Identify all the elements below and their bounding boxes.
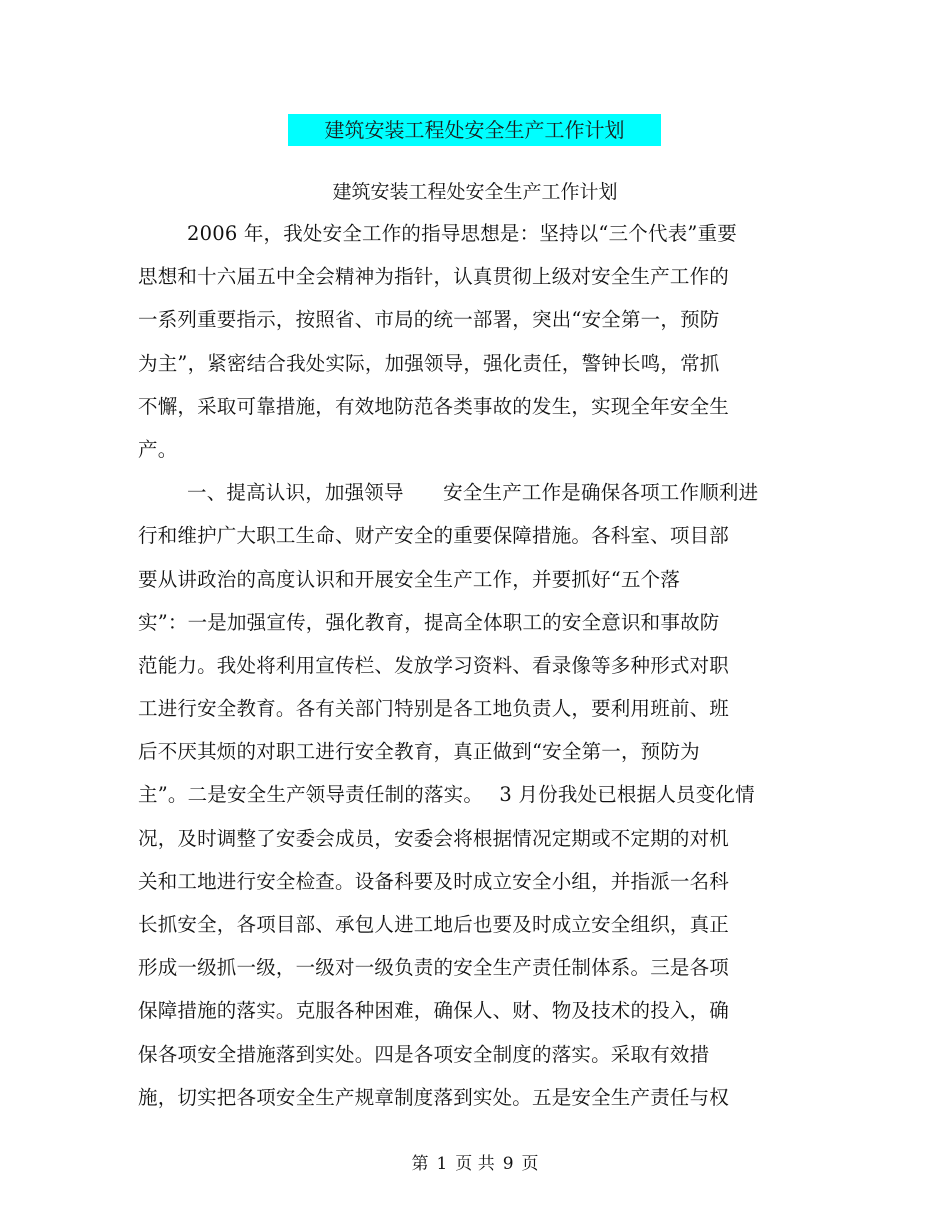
body-line: 不懈，采取可靠措施，有效地防范各类事故的发生，实现全年安全生 bbox=[138, 394, 730, 418]
body-line: 施，切实把各项安全生产规章制度落到实处。五是安全生产责任与权 bbox=[138, 1085, 730, 1109]
body-line: 2006 年，我处安全工作的指导思想是：坚持以“三个代表”重要 bbox=[187, 222, 737, 245]
body-line: 工进行安全教育。各有关部门特别是各工地负责人，要利用班前、班 bbox=[138, 697, 730, 721]
body-line: 主”。二是安全生产领导责任制的落实。 3 月份我处已根据人员变化情 bbox=[138, 783, 755, 807]
body-line: 长抓安全，各项目部、承包人进工地后也要及时成立安全组织，真正 bbox=[138, 913, 730, 936]
body-line: 一系列重要指示，按照省、市局的统一部署，突出“安全第一，预防 bbox=[138, 308, 720, 332]
body-line: 形成一级抓一级，一级对一级负责的安全生产责任制体系。三是各项 bbox=[138, 956, 730, 980]
body-line: 况，及时调整了安委会成员，安委会将根据情况定期或不定期的对机 bbox=[138, 826, 730, 850]
body-line: 要从讲政治的高度认识和开展安全生产工作，并要抓好“五个落 bbox=[138, 567, 681, 591]
total-pages: 9 bbox=[502, 1154, 514, 1174]
document-header-title: 建筑安装工程处安全生产工作计划 bbox=[288, 114, 661, 146]
page-footer bbox=[0, 1150, 950, 1178]
body-line: 产。 bbox=[138, 437, 178, 461]
body-line: 关和工地进行安全检查。设备科要及时成立安全小组，并指派一名科 bbox=[138, 869, 730, 893]
body-line: 行和维护广大职工生命、财产安全的重要保障措施。各科室、项目部 bbox=[138, 524, 730, 548]
body-line: 保各项安全措施落到实处。四是各项安全制度的落实。采取有效措 bbox=[138, 1042, 710, 1066]
page-label-prefix: 第 bbox=[411, 1154, 429, 1174]
body-line: 范能力。我处将利用宣传栏、发放学习资料、看录像等多种形式对职 bbox=[138, 653, 730, 677]
body-line: 后不厌其烦的对职工进行安全教育，真正做到“安全第一，预防为 bbox=[138, 740, 700, 764]
body-line: 一、提高认识，加强领导 安全生产工作是确保各项工作顺利进 bbox=[187, 481, 759, 505]
body-line: 实”：一是加强宣传，强化教育，提高全体职工的安全意识和事故防 bbox=[138, 610, 720, 634]
document-body bbox=[138, 218, 818, 1125]
page-label-mid: 页 共 bbox=[455, 1154, 495, 1174]
document-subtitle: 建筑安装工程处安全生产工作计划 bbox=[332, 181, 618, 203]
page-label-suffix: 页 bbox=[521, 1154, 539, 1174]
page-number: 1 bbox=[436, 1154, 448, 1174]
body-line: 保障措施的落实。克服各种困难，确保人、财、物及技术的投入，确 bbox=[138, 999, 730, 1023]
body-line: 思想和十六届五中全会精神为指针，认真贯彻上级对安全生产工作的 bbox=[138, 265, 730, 289]
body-line: 为主”，紧密结合我处实际，加强领导，强化责任，警钟长鸣，常抓 bbox=[138, 351, 720, 375]
